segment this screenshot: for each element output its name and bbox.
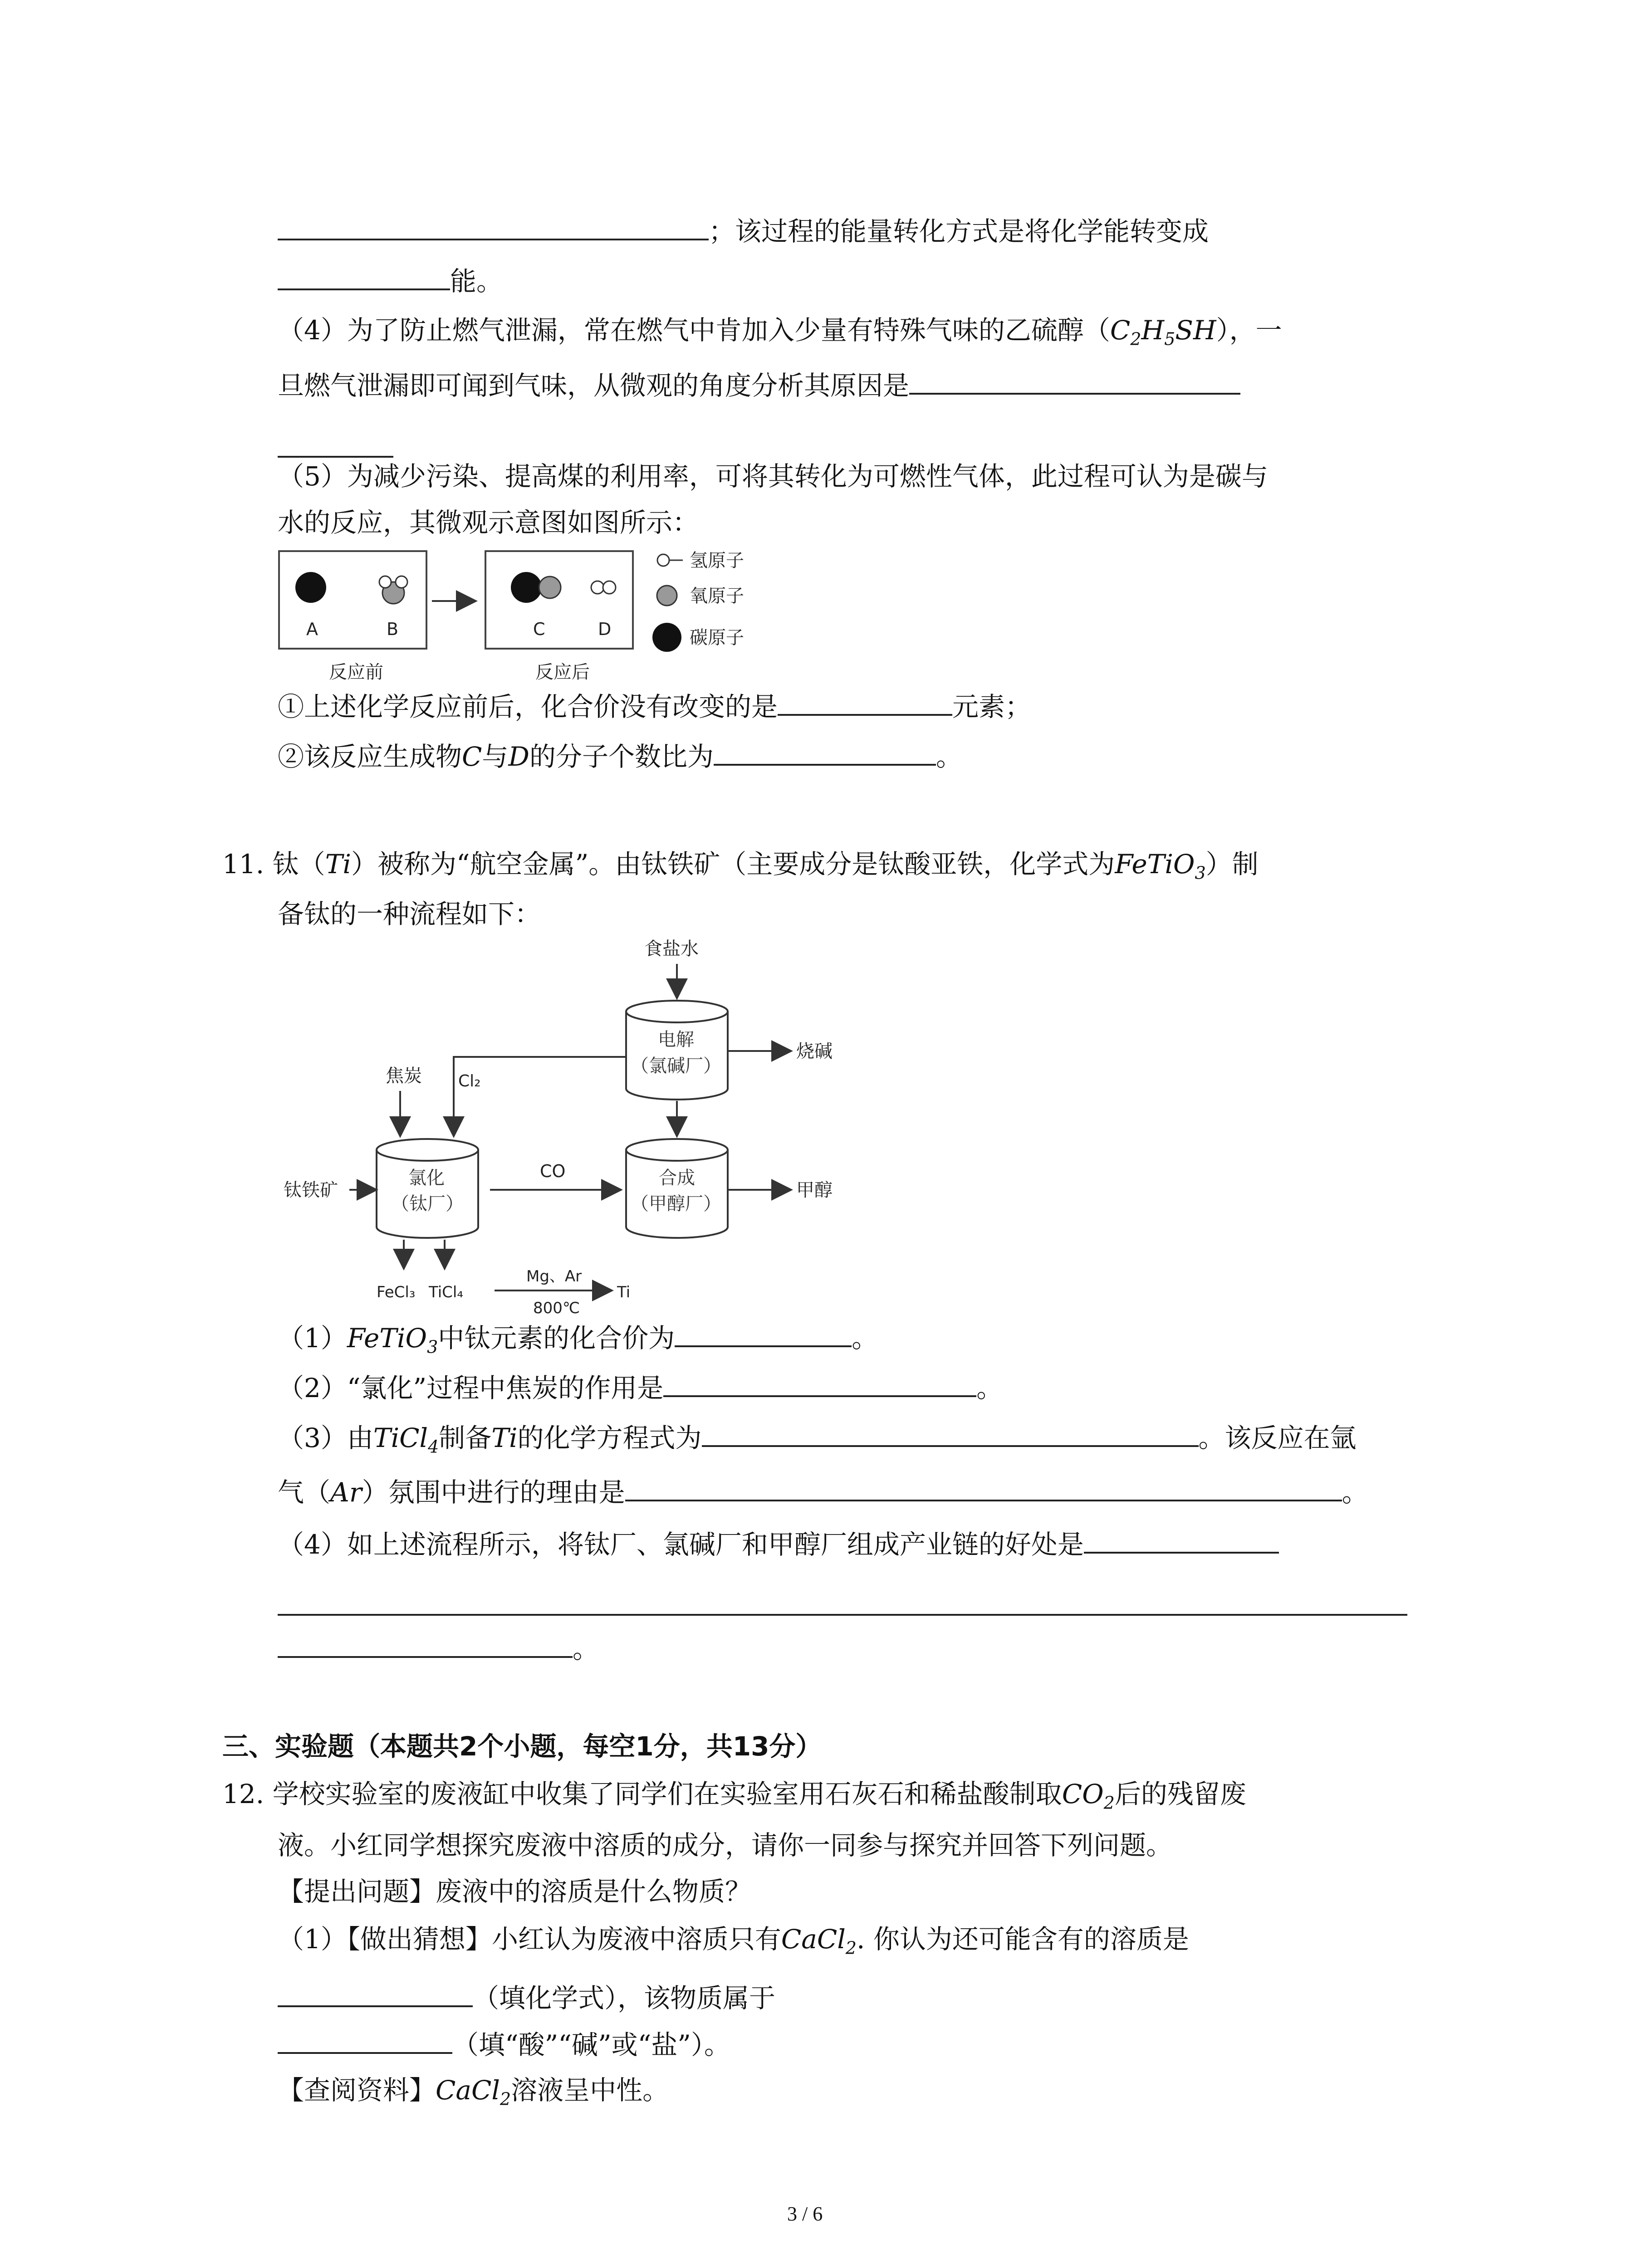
caption-after: 反应后 — [535, 662, 590, 683]
hydrogen-atom — [591, 581, 604, 594]
legend-carbon: 碳原子 — [690, 627, 744, 648]
arrow-cl2 — [454, 1057, 626, 1134]
q12-line1: 12. 学校实验室的废液缸中收集了同学们在实验室用石灰石和稀盐酸制取$CO_2$后的残留废 — [222, 1779, 1246, 1813]
answer-blank[interactable] — [278, 2027, 452, 2054]
oxygen-atom — [539, 577, 561, 598]
q10-part5-line1: （5）为减少污染、提高煤的利用率，可将其转化为可燃性气体，此过程可认为是碳与 — [278, 461, 1268, 492]
label-synthesis: 合成 — [659, 1168, 695, 1188]
q12-line2: 液。小红同学想探究废液中溶质的成分，请你一同参与探究并回答下列问题。 — [278, 1830, 1173, 1861]
page-number: 3 / 6 — [787, 2203, 823, 2225]
answer-blank[interactable] — [625, 1474, 1342, 1501]
label-electrolysis: 电解 — [658, 1029, 694, 1050]
legend-hydrogen-icon — [657, 554, 669, 566]
label-caustic: 烧碱 — [796, 1041, 833, 1062]
label-co: CO — [540, 1161, 566, 1181]
q10-cont-line2: 能。 — [278, 263, 503, 299]
q12-guess: （1）【做出猜想】小红认为废液中溶质只有CaCl$_2$. 你认为还可能含有的溶质是 — [278, 1924, 1189, 1958]
label-methanol-plant: （甲醇厂） — [631, 1193, 721, 1214]
label-d: D — [598, 619, 612, 639]
legend-oxygen-icon — [657, 586, 677, 606]
label-brine: 食盐水 — [644, 938, 699, 959]
q11-part3-line2: 气（Ar）氛围中进行的理由是 。 — [278, 1474, 1368, 1510]
q10-part4-line2: 旦燃气泄漏即可闻到气味，从微观的角度分析其原因是 — [278, 367, 1240, 404]
reaction-micro-diagram — [272, 542, 794, 699]
q11-part4-end: 。 — [278, 1631, 599, 1667]
hydrogen-atom — [603, 581, 616, 594]
before-box — [279, 551, 426, 649]
q11-intro-line2: 备钛的一种流程如下： — [278, 899, 541, 929]
q11-part3-line1: （3）由TiCl$_4$制备Ti的化学方程式为 。该反应在氩 — [278, 1420, 1357, 1465]
answer-blank[interactable] — [663, 1370, 976, 1397]
q10-part5-line2: 水的反应，其微观示意图如图所示： — [278, 507, 699, 538]
q11-part1: （1）FeTiO$_3$中钛元素的化合价为 。 — [278, 1320, 878, 1365]
answer-blank[interactable] — [909, 367, 1240, 395]
carbon-atom — [511, 572, 542, 603]
label-c: C — [533, 619, 545, 639]
label-ilmenite: 钛铁矿 — [284, 1180, 338, 1201]
label-temp: 800℃ — [533, 1299, 580, 1317]
answer-blank[interactable] — [278, 456, 393, 458]
section-heading: 三、实验题（本题共2个小题，每空1分，共13分） — [222, 1731, 822, 1762]
answer-blank[interactable] — [714, 738, 936, 766]
hydrogen-atom — [379, 576, 391, 588]
q10-part4-line1: （4）为了防止燃气泄漏，常在燃气中肯加入少量有特殊气味的乙硫醇$(C_2H_5SH)$，一 — [278, 315, 1282, 349]
q12-lookup: 【查阅资料】CaCl$_2$溶液呈中性。 — [278, 2075, 669, 2109]
label-coke: 焦炭 — [386, 1066, 422, 1086]
label-fecl3: FeCl₃ — [377, 1283, 416, 1301]
q11-part2: （2）“氯化”过程中焦炭的作用是 。 — [278, 1370, 1003, 1406]
q12-fill2: （填“酸”“碱”或“盐”）。 — [278, 2027, 730, 2063]
hydrogen-atom — [396, 576, 407, 588]
label-cl2: Cl₂ — [458, 1072, 481, 1090]
q10-sub1: ①上述化学反应前后，化合价没有改变的是 元素； — [278, 689, 1031, 725]
q12-question: 【提出问题】废液中的溶质是什么物质？ — [278, 1876, 752, 1907]
tank-top — [626, 1001, 728, 1022]
legend-oxygen: 氧原子 — [690, 586, 744, 606]
label-chlor-alkali: （氯碱厂） — [631, 1056, 721, 1076]
caption-before: 反应前 — [329, 662, 383, 683]
label-chlorination: 氯化 — [408, 1168, 445, 1188]
answer-blank[interactable] — [278, 1631, 573, 1658]
answer-blank[interactable] — [278, 1980, 473, 2007]
legend-carbon-icon — [652, 623, 681, 652]
answer-blank[interactable] — [1084, 1526, 1279, 1554]
q12-fill1: （填化学式），该物质属于 — [278, 1980, 775, 2016]
label-a: A — [306, 619, 318, 639]
label-methanol: 甲醇 — [796, 1180, 833, 1201]
q11-part4: （4）如上述流程所示，将钛厂、氯碱厂和甲醇厂组成产业链的好处是 — [278, 1526, 1279, 1563]
q11-intro-line1: 11. 钛（Ti）被称为“航空金属”。由钛铁矿（主要成分是钛酸亚铁，化学式为FeTiO$_3$）制 — [222, 849, 1259, 883]
label-mg-ar: Mg、Ar — [526, 1267, 582, 1286]
titanium-process-flowchart — [272, 937, 907, 1327]
q10-sub2: ②该反应生成物C与D的分子个数比为 。 — [278, 738, 962, 775]
tank-top — [377, 1139, 478, 1161]
label-ticl4: TiCl₄ — [429, 1283, 463, 1301]
tank-top — [626, 1139, 728, 1161]
answer-blank[interactable] — [675, 1320, 852, 1347]
answer-blank[interactable] — [278, 213, 709, 240]
answer-blank[interactable] — [778, 689, 952, 716]
label-ti: Ti — [617, 1283, 631, 1301]
q10-cont-line1: ；该过程的能量转化方式是将化学能转变成 — [278, 213, 1209, 249]
legend-hydrogen: 氢原子 — [690, 550, 744, 571]
label-b: B — [387, 619, 399, 639]
answer-blank[interactable] — [278, 1614, 1407, 1616]
label-titanium-plant: （钛厂） — [391, 1193, 464, 1214]
answer-blank[interactable] — [702, 1420, 1199, 1447]
answer-blank[interactable] — [278, 263, 450, 290]
carbon-atom — [295, 572, 326, 603]
